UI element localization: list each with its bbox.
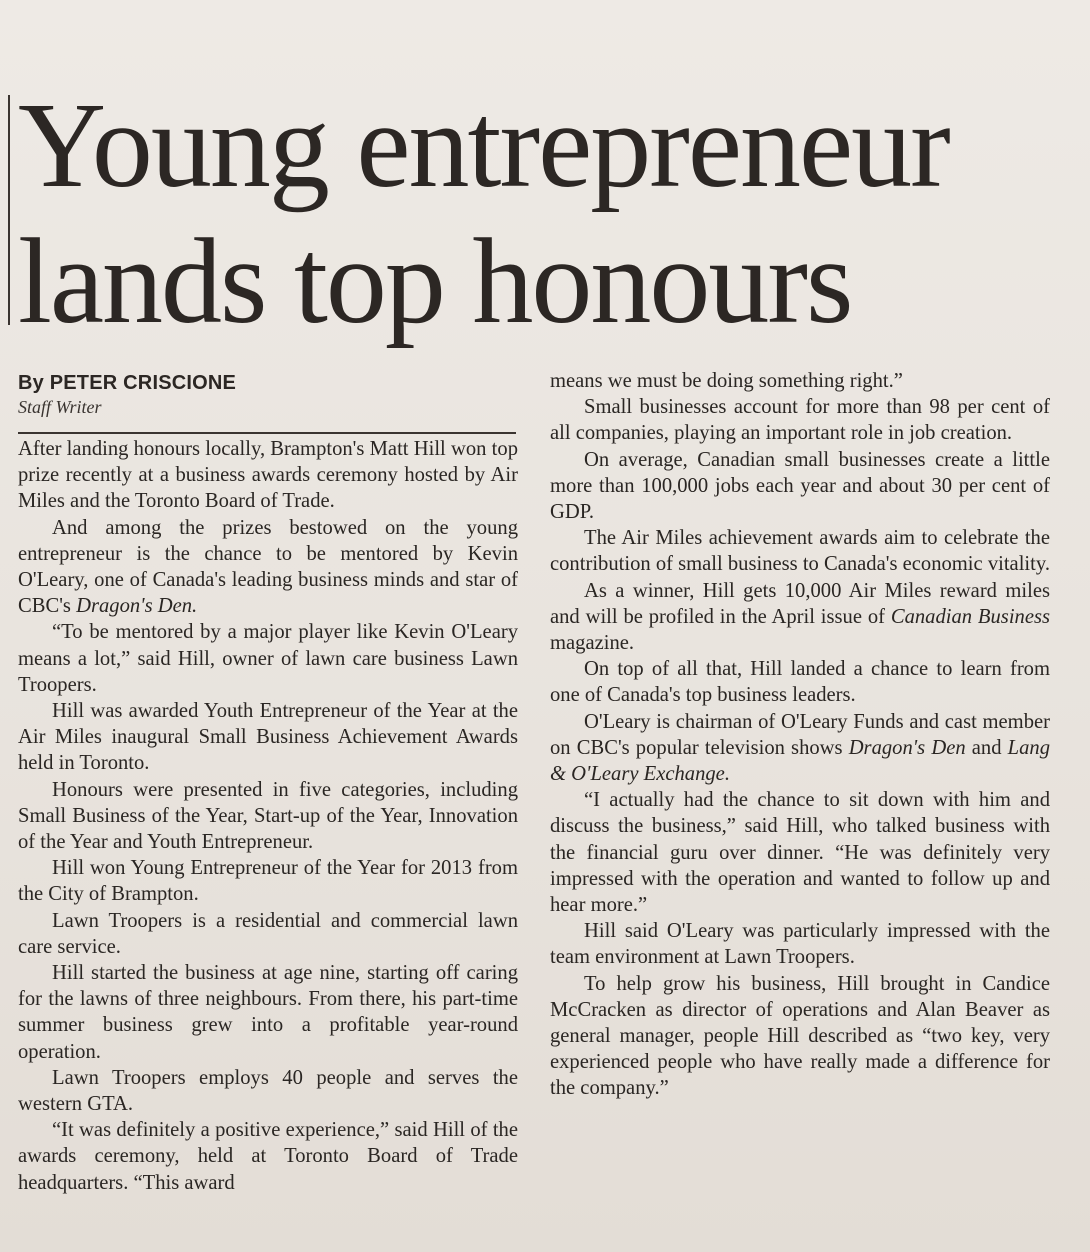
paragraph: Hill said O'Leary was particularly impressed with the team environment at Lawn Troopers. — [550, 920, 1050, 969]
show-title: Lang & O'Leary Exchange. — [550, 736, 1051, 786]
headline-line-2: lands top honours — [18, 214, 852, 349]
paragraph: “It was definitely a positive experience,” said Hill of the awards ceremony, held at Toronto Board of Trade headquarters. “This award — [18, 1119, 518, 1194]
paragraph: On average, Canadian small businesses create a little more than 100,000 jobs each year and about 30 per cent of GDP. — [550, 448, 1050, 524]
paragraph: “To be mentored by a major player like Kevin O'Leary means a lot,” said Hill, owner of lawn care business Lawn Troopers. — [18, 621, 518, 696]
paragraph: The Air Miles achievement awards aim to celebrate the contribution of small business to Canada's economic vitality. — [550, 527, 1050, 576]
byline-divider — [18, 432, 516, 434]
paragraph: means we must be doing something right.” — [550, 370, 903, 392]
paragraph: Hill started the business at age nine, starting off caring for the lawns of three neighbours. From there, his part-time summer business grew into a profitable year-round operation. — [18, 962, 518, 1063]
paragraph: Lawn Troopers is a residential and commercial lawn care service. — [18, 909, 518, 958]
paragraph: And among the prizes bestowed on the young entrepreneur is the chance to be mentored by Kevin O'Leary, one of Canada's leading business minds and star of CBC's Dragon's Den. — [18, 516, 518, 618]
paragraph: After landing honours locally, Brampton's Matt Hill won top prize recently at a business awards ceremony hosted by Air Miles and the Toronto Board of Trade. — [18, 438, 518, 513]
headline-line-1: Young entrepreneur — [18, 78, 949, 213]
article-column-1 — [18, 436, 518, 1196]
column-rule — [8, 95, 10, 325]
paragraph: To help grow his business, Hill brought in Candice McCracken as director of operations and Alan Beaver as general manager, people Hill described as “two key, very experienced people who have really made a difference for the company.” — [550, 972, 1050, 1100]
show-title: Dragon's Den — [848, 736, 966, 759]
paragraph: “I actually had the chance to sit down with him and discuss the business,” said Hill, who talked business with the financial guru over dinner. “He was definitely very impressed with the operation and wanted to follow up and hear more.” — [550, 789, 1050, 917]
byline — [18, 372, 518, 418]
byline-role: Staff Writer — [18, 397, 102, 417]
paragraph: Hill won Young Entrepreneur of the Year for 2013 from the City of Brampton. — [18, 857, 518, 906]
article-column-2 — [550, 368, 1050, 1102]
paragraph: Honours were presented in five categories, including Small Business of the Year, Start-up of the Year, Innovation of the Year and Youth Entrepreneur. — [18, 778, 518, 854]
byline-name: By PETER CRISCIONE — [18, 372, 237, 394]
paragraph: O'Leary is chairman of O'Leary Funds and cast member on CBC's popular television shows Dragon's Den and Lang & O'Leary Exchange. — [550, 710, 1051, 786]
paragraph: Lawn Troopers employs 40 people and serves the western GTA. — [18, 1066, 518, 1116]
paragraph: As a winner, Hill gets 10,000 Air Miles reward miles and will be profiled in the April issue of Canadian Business magazine. — [550, 579, 1051, 655]
magazine-title: Canadian Business — [890, 605, 1051, 628]
paragraph: Hill was awarded Youth Entrepreneur of the Year at the Air Miles inaugural Small Business Achievement Awards held in Toronto. — [18, 700, 518, 775]
headline — [18, 78, 1078, 350]
paragraph: On top of all that, Hill landed a chance to learn from one of Canada's top business leaders. — [550, 658, 1050, 707]
show-title: Dragon's Den. — [76, 595, 198, 618]
paragraph: Small businesses account for more than 98 per cent of all companies, playing an important role in job creation. — [550, 396, 1050, 445]
